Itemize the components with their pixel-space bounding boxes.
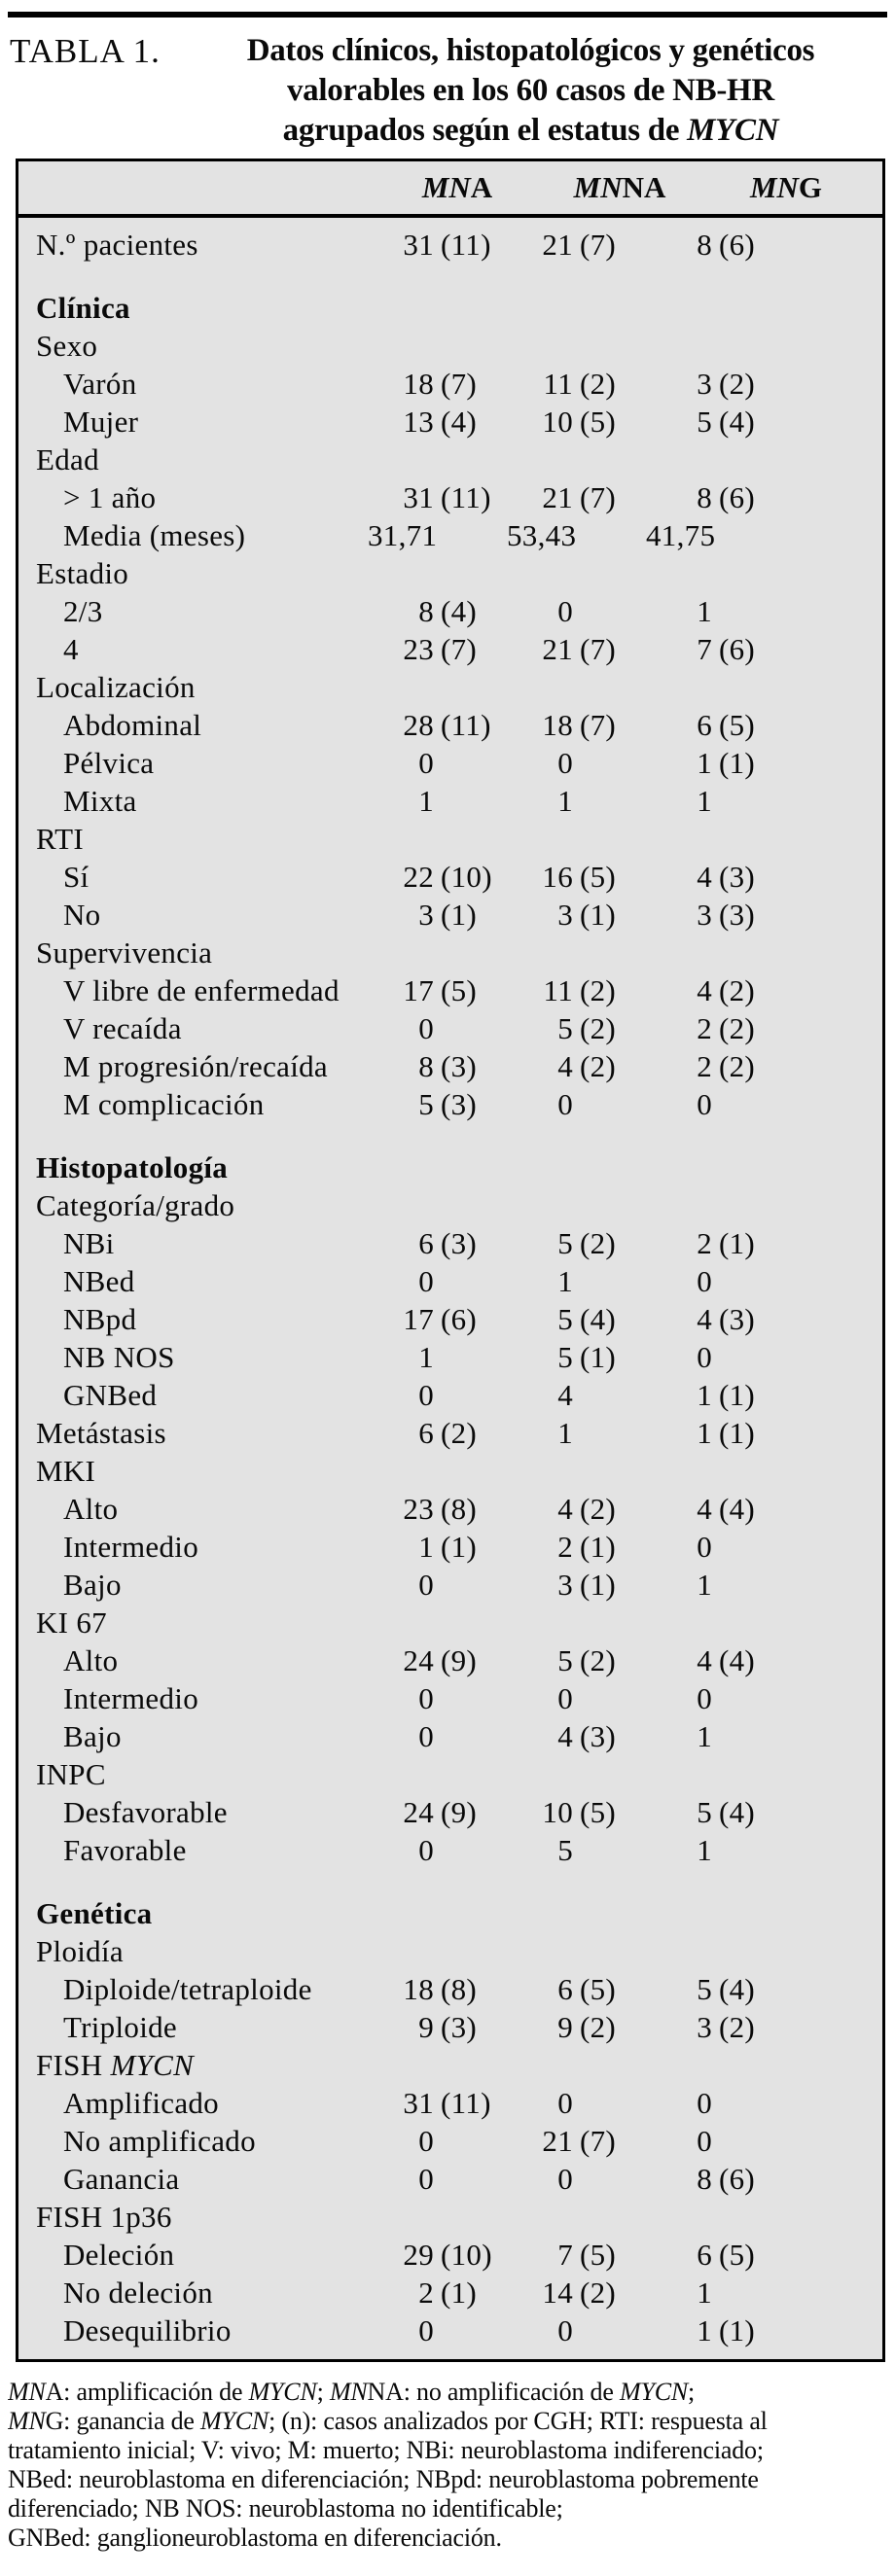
- row-label: Amplificado: [63, 2085, 219, 2120]
- cell-value: 6 (5): [697, 707, 756, 742]
- cell-value: 8 (6): [697, 227, 756, 262]
- footnote-line: diferenciado; NB NOS: neuroblastoma no identificable;: [8, 2494, 563, 2523]
- cell-value: 3 (1): [557, 897, 617, 932]
- cell-value: 1 (1): [697, 745, 756, 780]
- row-label: GNBed: [63, 1377, 158, 1412]
- cell-value: 0: [697, 1263, 712, 1298]
- row-label: MKI: [36, 1453, 96, 1488]
- cell-value: 9 (3): [418, 2009, 478, 2044]
- cell-value: 2 (1): [557, 1529, 617, 1564]
- table-row: [18, 403, 882, 441]
- cell-value: 17 (6): [403, 1301, 478, 1336]
- row-label: V recaída: [63, 1010, 182, 1045]
- cell-value: 1 (1): [697, 1415, 756, 1450]
- cell-value: 0: [557, 2085, 573, 2120]
- cell-value: 2 (1): [418, 2275, 478, 2310]
- cell-value: 1 (1): [697, 1377, 756, 1412]
- table-row: [18, 744, 882, 782]
- row-label: No amplificado: [63, 2123, 256, 2158]
- cell-value: 18 (7): [542, 707, 617, 742]
- cell-value: 18 (7): [403, 366, 478, 401]
- table-row: [18, 2274, 882, 2311]
- table-row: [18, 1970, 882, 2008]
- table-row: [18, 971, 882, 1009]
- row-label: M progresión/recaída: [63, 1048, 328, 1083]
- row-label: Estadio: [36, 555, 129, 590]
- table-row: [18, 1009, 882, 1047]
- table-row: [18, 1085, 882, 1123]
- cell-value: 4 (3): [697, 1301, 756, 1336]
- table-header-row: [18, 161, 882, 218]
- row-label: Varón: [63, 366, 137, 401]
- cell-value: 2 (2): [697, 1048, 756, 1083]
- cell-value: 21 (7): [542, 227, 617, 262]
- row-label: Localización: [36, 669, 196, 704]
- cell-value: 8 (3): [418, 1048, 478, 1083]
- cell-value: 23 (8): [403, 1491, 478, 1526]
- row-label: Desequilibrio: [63, 2312, 232, 2347]
- cell-value: 1: [697, 2275, 712, 2310]
- cell-value: 0: [418, 1567, 434, 1602]
- row-label: Edad: [36, 441, 99, 476]
- title-line-2: valorables en los 60 casos de NB-HR: [286, 73, 774, 108]
- row-label: Intermedio: [63, 1529, 199, 1564]
- table-row: [18, 2122, 882, 2160]
- row-label: RTI: [36, 821, 84, 856]
- top-rule: [8, 12, 887, 18]
- footnote-line: MNA: amplificación de MYCN; MNNA: no amplificación de MYCN;: [8, 2378, 696, 2406]
- cell-value: 3 (2): [697, 366, 756, 401]
- row-label: NBpd: [63, 1301, 137, 1336]
- table-row: [18, 1679, 882, 1717]
- cell-value: 4 (2): [557, 1048, 617, 1083]
- cell-value: 13 (4): [403, 404, 478, 439]
- table-row: [18, 1490, 882, 1528]
- table-row: [18, 554, 882, 592]
- cell-value: 0: [557, 1680, 573, 1715]
- row-label: Sexo: [36, 328, 98, 363]
- cell-value: 10 (5): [542, 1794, 617, 1829]
- row-label: Sí: [63, 859, 90, 894]
- cell-value: 11 (2): [543, 972, 617, 1007]
- cell-value: 4 (2): [697, 972, 756, 1007]
- cell-value: 29 (10): [403, 2237, 492, 2272]
- cell-value: 0: [418, 1377, 434, 1412]
- table-body: [18, 218, 882, 2359]
- cell-value: 3 (1): [557, 1567, 617, 1602]
- table-row: [18, 2236, 882, 2274]
- cell-value: 0: [697, 1529, 712, 1564]
- cell-value: 8 (6): [697, 479, 756, 514]
- cell-value: 0: [697, 2085, 712, 2120]
- table-row: [18, 327, 882, 365]
- row-label: Ganancia: [63, 2161, 180, 2196]
- table-row: [18, 2008, 882, 2046]
- table-row: [18, 782, 882, 820]
- cell-value: 1: [557, 1263, 573, 1298]
- row-label: 4: [63, 631, 79, 666]
- table-row: [18, 1186, 882, 1224]
- table-row: [18, 2046, 882, 2084]
- row-label: Deleción: [63, 2237, 175, 2272]
- cell-value: 23 (7): [403, 631, 478, 666]
- table-row: [18, 1932, 882, 1970]
- cell-value: 0: [697, 2123, 712, 2158]
- row-label: Genética: [36, 1895, 153, 1930]
- row-label: NB NOS: [63, 1339, 175, 1374]
- cell-value: 3 (1): [418, 897, 478, 932]
- row-label: FISH 1p36: [36, 2199, 172, 2234]
- cell-value: 5 (1): [557, 1339, 617, 1374]
- table-row: [18, 1338, 882, 1376]
- table-row: [18, 2198, 882, 2236]
- cell-value: 28 (11): [403, 707, 491, 742]
- cell-value: 5 (3): [418, 1086, 478, 1121]
- cell-value: 1: [697, 1718, 712, 1753]
- table-row: [18, 226, 882, 264]
- cell-value: 2 (2): [697, 1010, 756, 1045]
- cell-value: 22 (10): [403, 859, 492, 894]
- table-title: [10, 31, 885, 151]
- table-row: [18, 2311, 882, 2349]
- cell-value: 0: [557, 2312, 573, 2347]
- row-label: NBed: [63, 1263, 135, 1298]
- row-label: Diploide/tetraploide: [63, 1971, 312, 2006]
- row-label: No: [63, 897, 101, 932]
- cell-value: 0: [557, 745, 573, 780]
- row-label: Triploide: [63, 2009, 177, 2044]
- table-row: [18, 2160, 882, 2198]
- row-label: Abdominal: [63, 707, 202, 742]
- table-row: [18, 1262, 882, 1300]
- table-row: [18, 858, 882, 896]
- footnotes: [8, 2378, 887, 2553]
- cell-value: 0: [697, 1680, 712, 1715]
- footnote-line: GNBed: ganglioneuroblastoma en diferenciación.: [8, 2523, 502, 2552]
- cell-value: 4 (4): [697, 1642, 756, 1677]
- cell-value: 7 (5): [557, 2237, 617, 2272]
- cell-value: 0: [418, 1680, 434, 1715]
- footnote-line: tratamiento inicial; V: vivo; M: muerto; NBi: neuroblastoma indiferenciado;: [8, 2436, 764, 2464]
- row-label: No deleción: [63, 2275, 213, 2310]
- table-row: [18, 1894, 882, 1932]
- cell-value: 31,71: [368, 517, 438, 552]
- cell-value: 1: [557, 783, 573, 818]
- row-label: 2/3: [63, 593, 103, 628]
- cell-value: 1: [697, 783, 712, 818]
- cell-value: 5 (2): [557, 1642, 617, 1677]
- cell-value: 21 (7): [542, 2123, 617, 2158]
- cell-value: 6 (2): [418, 1415, 478, 1450]
- row-label: Mixta: [63, 783, 137, 818]
- data-table: [16, 159, 885, 2362]
- row-label: V libre de enfermedad: [63, 972, 340, 1007]
- cell-value: 16 (5): [542, 859, 617, 894]
- cell-value: 0: [697, 1339, 712, 1374]
- table-row: [18, 1300, 882, 1338]
- row-label: Favorable: [63, 1832, 187, 1867]
- table-row: [18, 1717, 882, 1755]
- row-label: Pélvica: [63, 745, 155, 780]
- cell-value: 8 (4): [418, 593, 478, 628]
- table-row: [18, 706, 882, 744]
- cell-value: 4 (3): [697, 859, 756, 894]
- cell-value: 17 (5): [403, 972, 478, 1007]
- column-header-mng: MNG: [749, 170, 823, 204]
- cell-value: 5 (4): [697, 404, 756, 439]
- table-row: [18, 441, 882, 478]
- table-row: [18, 592, 882, 630]
- row-label: Bajo: [63, 1718, 122, 1753]
- cell-value: 31 (11): [403, 479, 491, 514]
- cell-value: 0: [418, 2161, 434, 2196]
- cell-value: 0: [557, 1086, 573, 1121]
- table-row: [18, 1755, 882, 1793]
- cell-value: 4 (2): [557, 1491, 617, 1526]
- table-row: [18, 1831, 882, 1869]
- footnote-line: NBed: neuroblastoma en diferenciación; NBpd: neuroblastoma pobremente: [8, 2465, 759, 2493]
- table-title-text: [176, 31, 885, 151]
- cell-value: 0: [418, 1718, 434, 1753]
- cell-value: 5: [557, 1832, 573, 1867]
- cell-value: 4 (3): [557, 1718, 617, 1753]
- row-label: KI 67: [36, 1605, 107, 1640]
- table-row: [18, 1528, 882, 1566]
- cell-value: 8 (6): [697, 2161, 756, 2196]
- row-label: Ploidía: [36, 1933, 124, 1968]
- cell-value: 11 (2): [543, 366, 617, 401]
- cell-value: 1 (1): [418, 1529, 478, 1564]
- table-row: [18, 1224, 882, 1262]
- cell-value: 3 (3): [697, 897, 756, 932]
- table-row: [18, 1452, 882, 1490]
- cell-value: 31 (11): [403, 227, 491, 262]
- table-row: [18, 289, 882, 327]
- table-row: [18, 1148, 882, 1186]
- row-label: Intermedio: [63, 1680, 199, 1715]
- table-row: [18, 820, 882, 858]
- row-label: Alto: [63, 1491, 119, 1526]
- table-row: [18, 1566, 882, 1604]
- cell-value: 4: [557, 1377, 573, 1412]
- cell-value: 1: [697, 1567, 712, 1602]
- cell-value: 18 (8): [403, 1971, 478, 2006]
- row-label: NBi: [63, 1225, 115, 1260]
- cell-value: 6 (3): [418, 1225, 478, 1260]
- cell-value: 0: [418, 1832, 434, 1867]
- cell-value: 3 (2): [697, 2009, 756, 2044]
- cell-value: 0: [557, 2161, 573, 2196]
- cell-value: 5 (4): [697, 1794, 756, 1829]
- row-label: Bajo: [63, 1567, 122, 1602]
- table-row: [18, 2084, 882, 2122]
- row-label: INPC: [36, 1756, 106, 1791]
- table-row: [18, 1604, 882, 1641]
- cell-value: 4 (4): [697, 1491, 756, 1526]
- cell-value: 21 (7): [542, 631, 617, 666]
- cell-value: 6 (5): [697, 2237, 756, 2272]
- table-row: [18, 516, 882, 554]
- cell-value: 1: [697, 1832, 712, 1867]
- table-row: [18, 1376, 882, 1414]
- cell-value: 1 (1): [697, 2312, 756, 2347]
- row-label: FISH MYCN: [36, 2047, 195, 2082]
- column-header-mna: MNA: [421, 170, 493, 204]
- cell-value: 5 (4): [697, 1971, 756, 2006]
- footnote-line: MNG: ganancia de MYCN; (n): casos analizados por CGH; RTI: respuesta al: [8, 2407, 768, 2435]
- cell-value: 5 (2): [557, 1225, 617, 1260]
- row-label: Media (meses): [63, 517, 246, 552]
- cell-value: 1: [697, 593, 712, 628]
- cell-value: 1: [418, 783, 434, 818]
- cell-value: 24 (9): [403, 1642, 478, 1677]
- cell-value: 24 (9): [403, 1794, 478, 1829]
- cell-value: 21 (7): [542, 479, 617, 514]
- cell-value: 31 (11): [403, 2085, 491, 2120]
- table-row: [18, 365, 882, 403]
- title-line-1: Datos clínicos, histopatológicos y genéticos: [246, 33, 815, 68]
- table-number-label: TABLA 1.: [10, 32, 161, 70]
- cell-value: 7 (6): [697, 631, 756, 666]
- column-header-mnna: MNNA: [573, 170, 666, 204]
- cell-value: 14 (2): [542, 2275, 617, 2310]
- table-row: [18, 1793, 882, 1831]
- title-line-3: agrupados según el estatus de MYCN: [282, 113, 779, 148]
- row-label: Mujer: [63, 404, 139, 439]
- cell-value: 0: [418, 2123, 434, 2158]
- row-label: Desfavorable: [63, 1794, 228, 1829]
- cell-value: 0: [418, 2312, 434, 2347]
- cell-value: 1: [418, 1339, 434, 1374]
- cell-value: 53,43: [507, 517, 577, 552]
- cell-value: 0: [697, 1086, 712, 1121]
- cell-value: 2 (1): [697, 1225, 756, 1260]
- cell-value: 10 (5): [542, 404, 617, 439]
- row-label: M complicación: [63, 1086, 265, 1121]
- table-row: [18, 630, 882, 668]
- row-label: Supervivencia: [36, 935, 213, 970]
- table-row: [18, 896, 882, 934]
- cell-value: 0: [557, 593, 573, 628]
- cell-value: 41,75: [646, 517, 716, 552]
- table-row: [18, 478, 882, 516]
- row-label: Histopatología: [36, 1149, 229, 1184]
- cell-value: 9 (2): [557, 2009, 617, 2044]
- cell-value: 6 (5): [557, 1971, 617, 2006]
- table-row: [18, 1641, 882, 1679]
- row-label: Metástasis: [36, 1415, 166, 1450]
- row-label: Alto: [63, 1642, 119, 1677]
- cell-value: 5 (4): [557, 1301, 617, 1336]
- cell-value: 0: [418, 1010, 434, 1045]
- row-label: N.º pacientes: [36, 227, 198, 262]
- row-label: > 1 año: [63, 479, 157, 514]
- table-row: [18, 668, 882, 706]
- row-label: Categoría/grado: [36, 1187, 235, 1222]
- cell-value: 5 (2): [557, 1010, 617, 1045]
- cell-value: 0: [418, 1263, 434, 1298]
- cell-value: 0: [418, 745, 434, 780]
- cell-value: 1: [557, 1415, 573, 1450]
- table-row: [18, 934, 882, 971]
- row-label: Clínica: [36, 290, 130, 325]
- table-row: [18, 1047, 882, 1085]
- table-row: [18, 1414, 882, 1452]
